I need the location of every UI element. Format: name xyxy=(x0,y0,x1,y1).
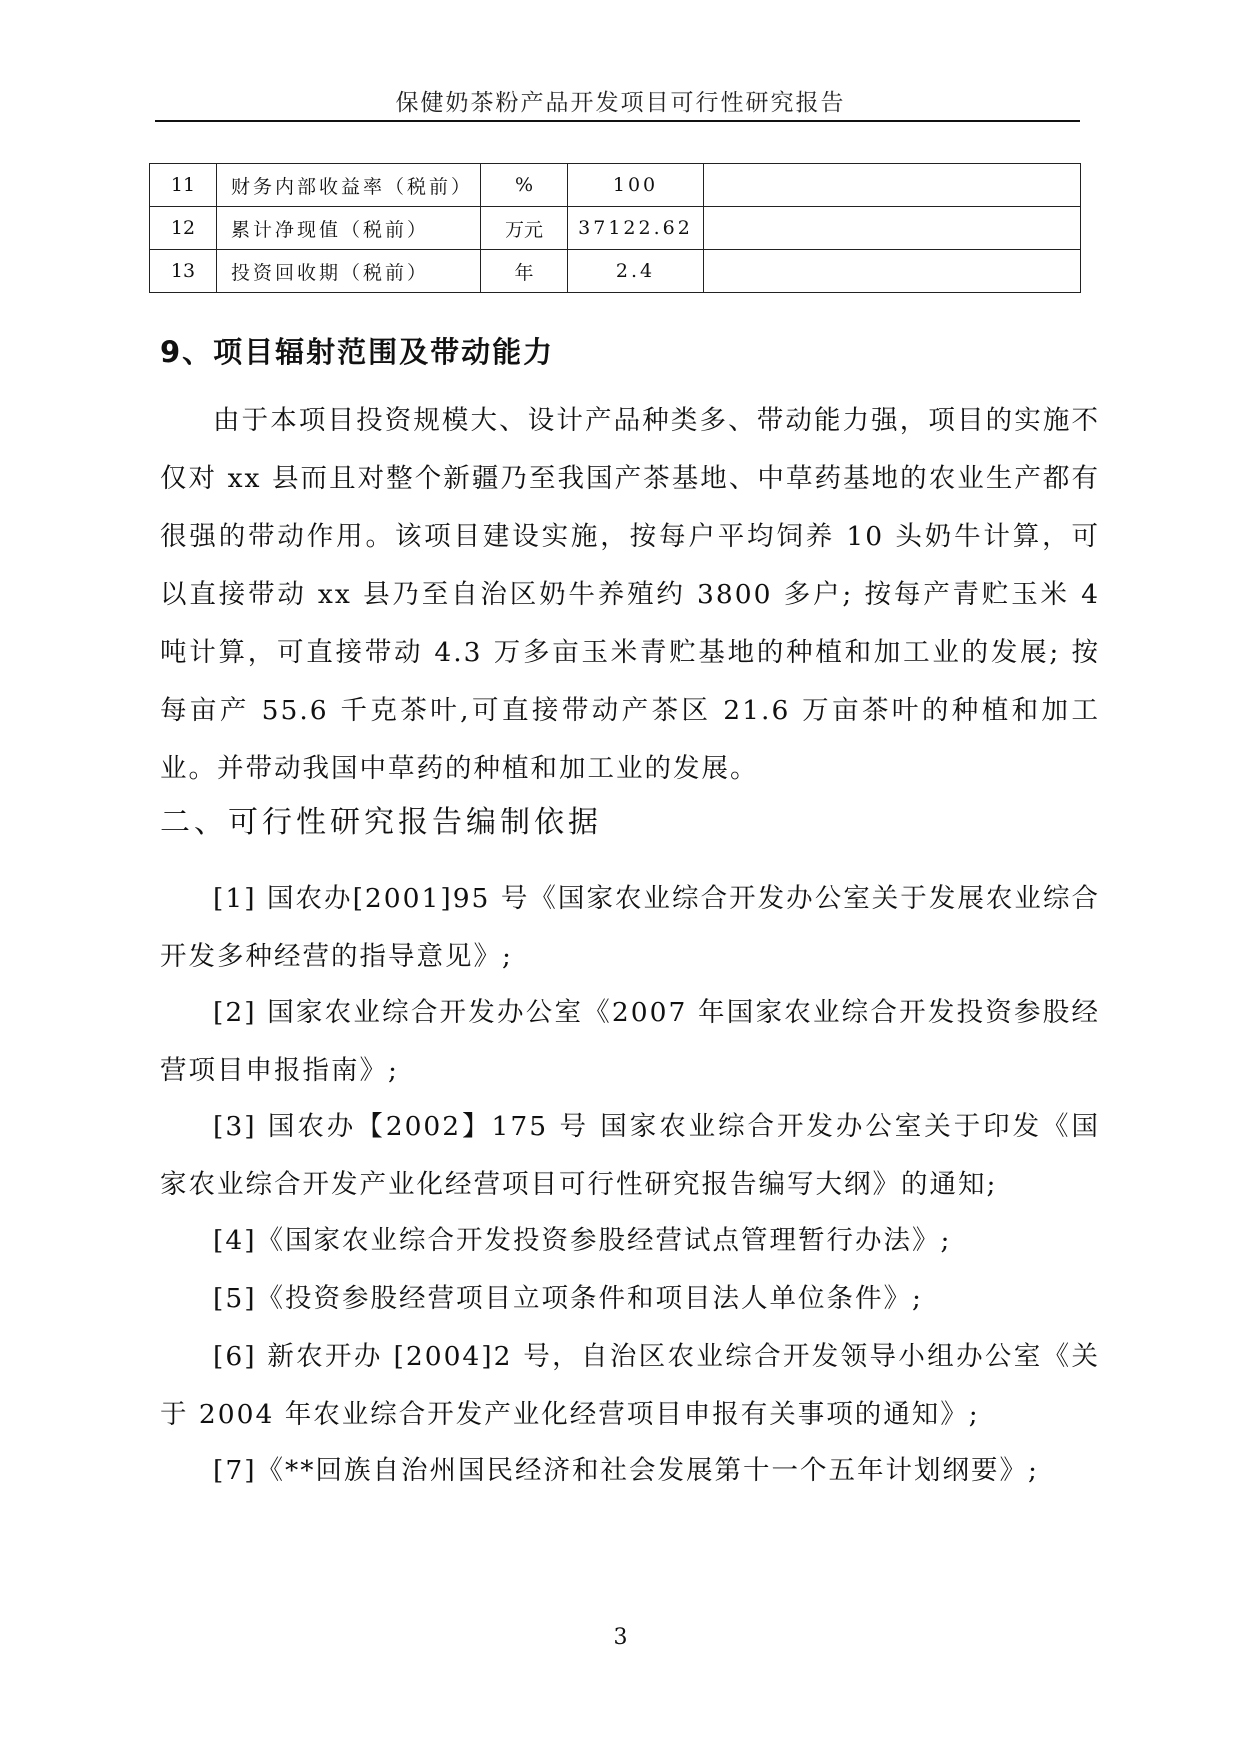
indicator-unit: % xyxy=(481,164,568,207)
reference-item: [1] 国农办[2001]95 号《国家农业综合开发办公室关于发展农业综合开发多种经营的指导意见》; xyxy=(160,883,1100,972)
page-number: 3 xyxy=(613,1625,628,1650)
reference-item: [6] 新农开办 [2004]2 号，自治区农业综合开发领导小组办公室《关于 2004 年农业综合开发产业化经营项目申报有关事项的通知》; xyxy=(160,1341,1100,1430)
reference-item: [4]《国家农业综合开发投资参股经营试点管理暂行办法》; xyxy=(213,1225,952,1256)
chapter-heading: 二、可行性研究报告编制依据 xyxy=(160,805,602,840)
reference-item: [2] 国家农业综合开发办公室《2007 年国家农业综合开发投资参股经营项目申报指南》; xyxy=(160,997,1100,1086)
indicator-note xyxy=(704,207,1081,250)
indicator-value: 2.4 xyxy=(568,250,704,293)
section-heading: 9、项目辐射范围及带动能力 xyxy=(160,335,555,369)
indicator-note xyxy=(704,250,1081,293)
indicator-note xyxy=(704,164,1081,207)
reference-item: [3] 国农办【2002】175 号 国家农业综合开发办公室关于印发《国家农业综合开发产业化经营项目可行性研究报告编写大纲》的通知; xyxy=(160,1111,1100,1200)
row-number: 13 xyxy=(150,250,217,293)
table-row xyxy=(150,250,1081,293)
indicator-value: 100 xyxy=(568,164,704,207)
indicator-name: 累计净现值（税前） xyxy=(217,207,481,250)
document-header-title: 保健奶茶粉产品开发项目可行性研究报告 xyxy=(395,90,846,116)
header-divider xyxy=(155,120,1080,122)
indicator-name: 财务内部收益率（税前） xyxy=(217,164,481,207)
row-number: 11 xyxy=(150,164,217,207)
reference-item: [7]《**回族自治州国民经济和社会发展第十一个五年计划纲要》; xyxy=(213,1455,1039,1486)
indicator-unit: 年 xyxy=(481,250,568,293)
reference-item: [5]《投资参股经营项目立项条件和项目法人单位条件》; xyxy=(213,1283,923,1314)
row-number: 12 xyxy=(150,207,217,250)
indicator-unit: 万元 xyxy=(481,207,568,250)
indicator-name: 投资回收期（税前） xyxy=(217,250,481,293)
section-paragraph: 由于本项目投资规模大、设计产品种类多、带动能力强，项目的实施不仅对 xx 县而且对整个新疆乃至我国产茶基地、中草药基地的农业生产都有很强的带动作用。该项目建设实施，按每户平均饲养 10 头奶牛计算，可以直接带动 xx 县乃至自治区奶牛养殖约 3800 多户; 按每产青贮玉米 4 吨计算，可直接带动 4.3 万多亩玉米青贮基地的种植和加工业的发展; 按每亩产 55.6 千克茶叶,可直接带动产茶区 21.6 万亩茶叶的种植和加工业。并带动我国中草药的种植和加工业的发展。 xyxy=(160,405,1100,784)
financial-indicators-table xyxy=(149,163,1081,293)
table-row xyxy=(150,164,1081,207)
table-row xyxy=(150,207,1081,250)
indicator-value: 37122.62 xyxy=(568,207,704,250)
